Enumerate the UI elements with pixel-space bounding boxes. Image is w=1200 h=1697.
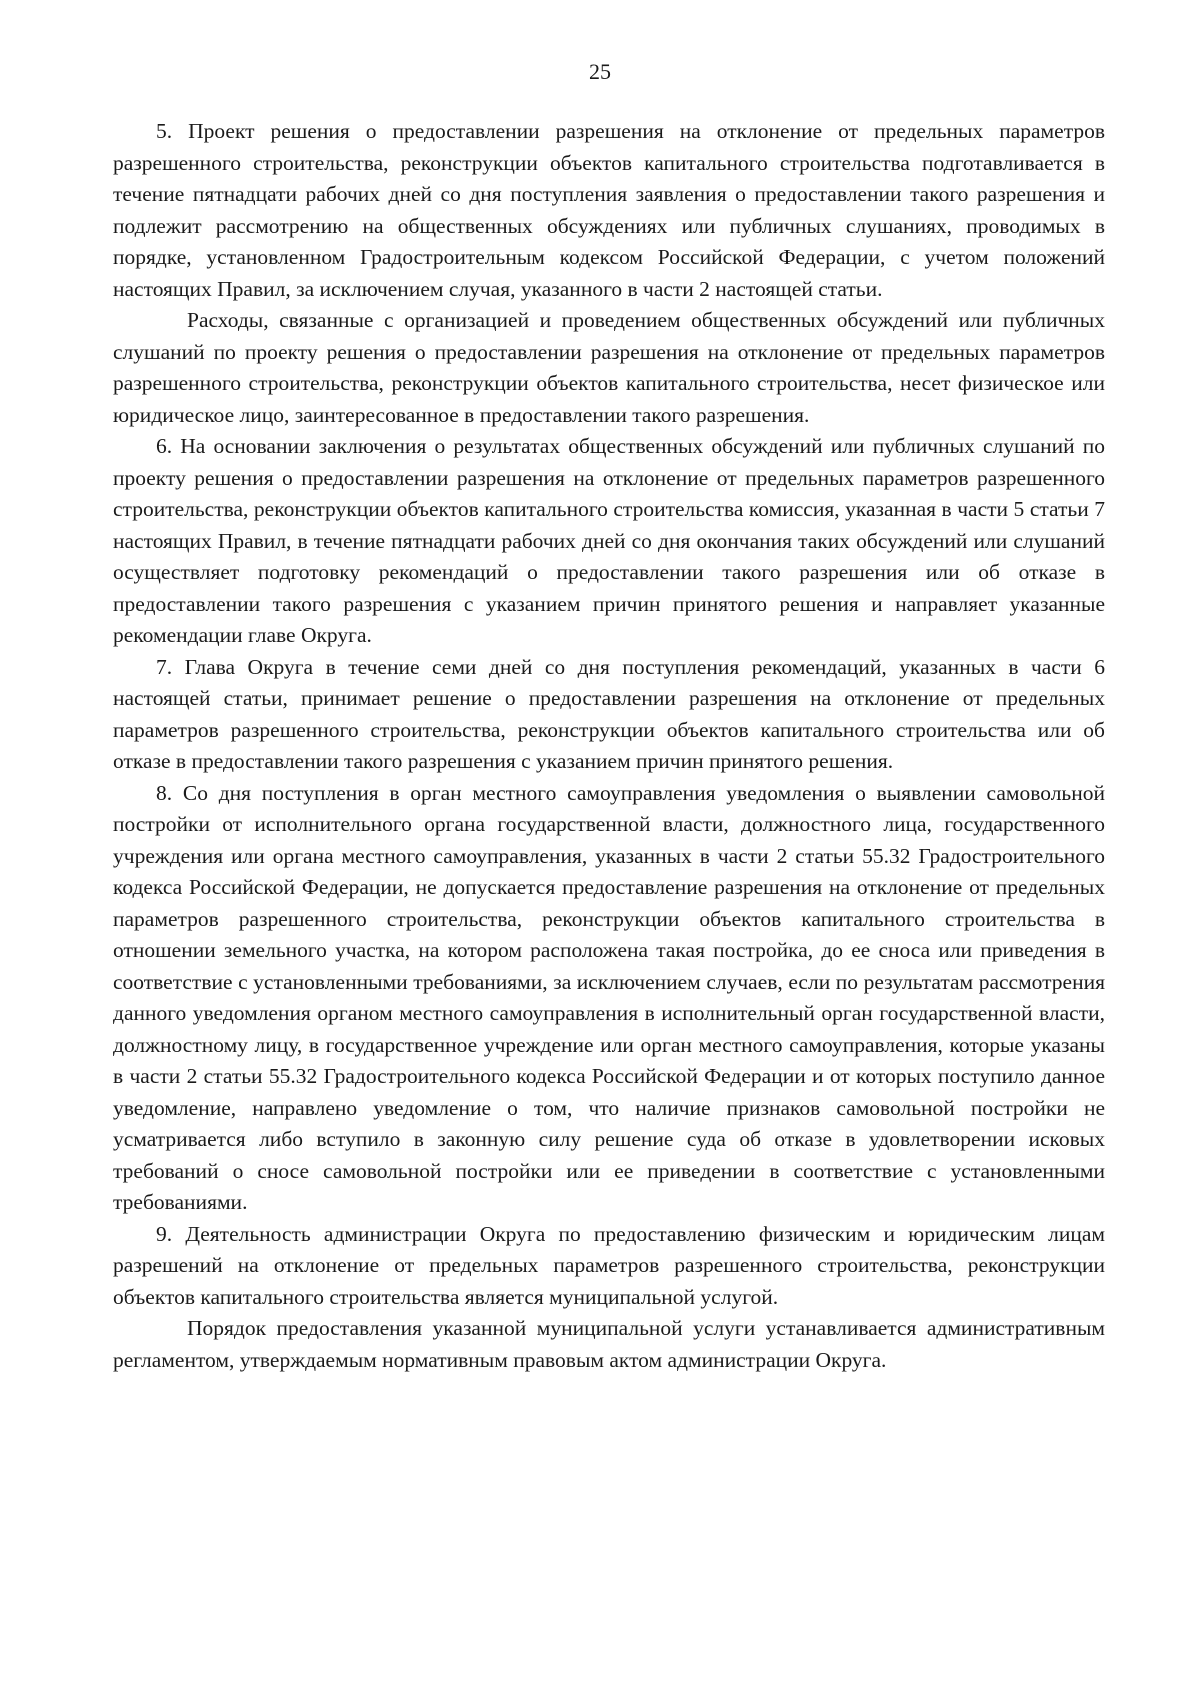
document-body — [113, 116, 1105, 1376]
paragraph-8: 8. Со дня поступления в орган местного самоуправления уведомления о выявлении самовольной постройки от исполнительного органа государственной власти, должностного лица, государственного учреждения или органа местного самоуправления, указанных в части 2 статьи 55.32 Градостроительного кодекса Российской Федерации, не допускается предоставление разрешения на отклонение от предельных параметров разрешенного строительства, реконструкции объектов капитального строительства в отношении земельного участка, на котором расположена такая постройка, до ее сноса или приведения в соответствие с установленными требованиями, за исключением случаев, если по результатам рассмотрения данного уведомления органом местного самоуправления в исполнительный орган государственной власти, должностному лицу, в государственное учреждение или орган местного самоуправления, которые указаны в части 2 статьи 55.32 Градостроительного кодекса Российской Федерации и от которых поступило данное уведомление, направлено уведомление о том, что наличие признаков самовольной постройки не усматривается либо вступило в законную силу решение суда об отказе в удовлетворении исковых требований о сносе самовольной постройки или ее приведении в соответствие с установленными требованиями. — [113, 780, 1105, 1214]
paragraph-5-expenses: Расходы, связанные с организацией и проведением общественных обсуждений или публичных слушаний по проекту решения о предоставлении разрешения на отклонение от предельных параметров разрешенного строительства, реконструкции объектов капитального строительства, несет физическое или юридическое лицо, заинтересованное в предоставлении такого разрешения. — [113, 308, 1105, 427]
paragraph-9-procedure: Порядок предоставления указанной муниципальной услуги устанавливается административным регламентом, утверждаемым нормативным правовым актом администрации Округа. — [113, 1316, 1105, 1372]
page-number: 25 — [589, 59, 611, 84]
paragraph-9: 9. Деятельность администрации Округа по предоставлению физическим и юридическим лицам разрешений на отклонение от предельных параметров разрешенного строительства, реконструкции объектов капитального строительства является муниципальной услугой. — [113, 1221, 1105, 1309]
paragraph-5: 5. Проект решения о предоставлении разрешения на отклонение от предельных параметров разрешенного строительства, реконструкции объектов капитального строительства подготавливается в течение пятнадцати рабочих дней со дня поступления заявления о предоставлении такого разрешения и подлежит рассмотрению на общественных обсуждениях или публичных слушаниях, проводимых в порядке, установленном Градостроительным кодексом Российской Федерации, с учетом положений настоящих Правил, за исключением случая, указанного в части 2 настоящей статьи. — [113, 119, 1105, 301]
paragraph-7: 7. Глава Округа в течение семи дней со дня поступления рекомендаций, указанных в части 6 настоящей статьи, принимает решение о предоставлении разрешения на отклонение от предельных параметров разрешенного строительства, реконструкции объектов капитального строительства или об отказе в предоставлении такого разрешения с указанием причин принятого решения. — [113, 654, 1105, 773]
paragraph-6: 6. На основании заключения о результатах общественных обсуждений или публичных слушаний по проекту решения о предоставлении разрешения на отклонение от предельных параметров разрешенного строительства, реконструкции объектов капитального строительства комиссия, указанная в части 5 статьи 7 настоящих Правил, в течение пятнадцати рабочих дней со дня окончания таких обсуждений или слушаний осуществляет подготовку рекомендаций о предоставлении такого разрешения или об отказе в предоставлении такого разрешения с указанием причин принятого решения и направляет указанные рекомендации главе Округа. — [113, 434, 1105, 647]
